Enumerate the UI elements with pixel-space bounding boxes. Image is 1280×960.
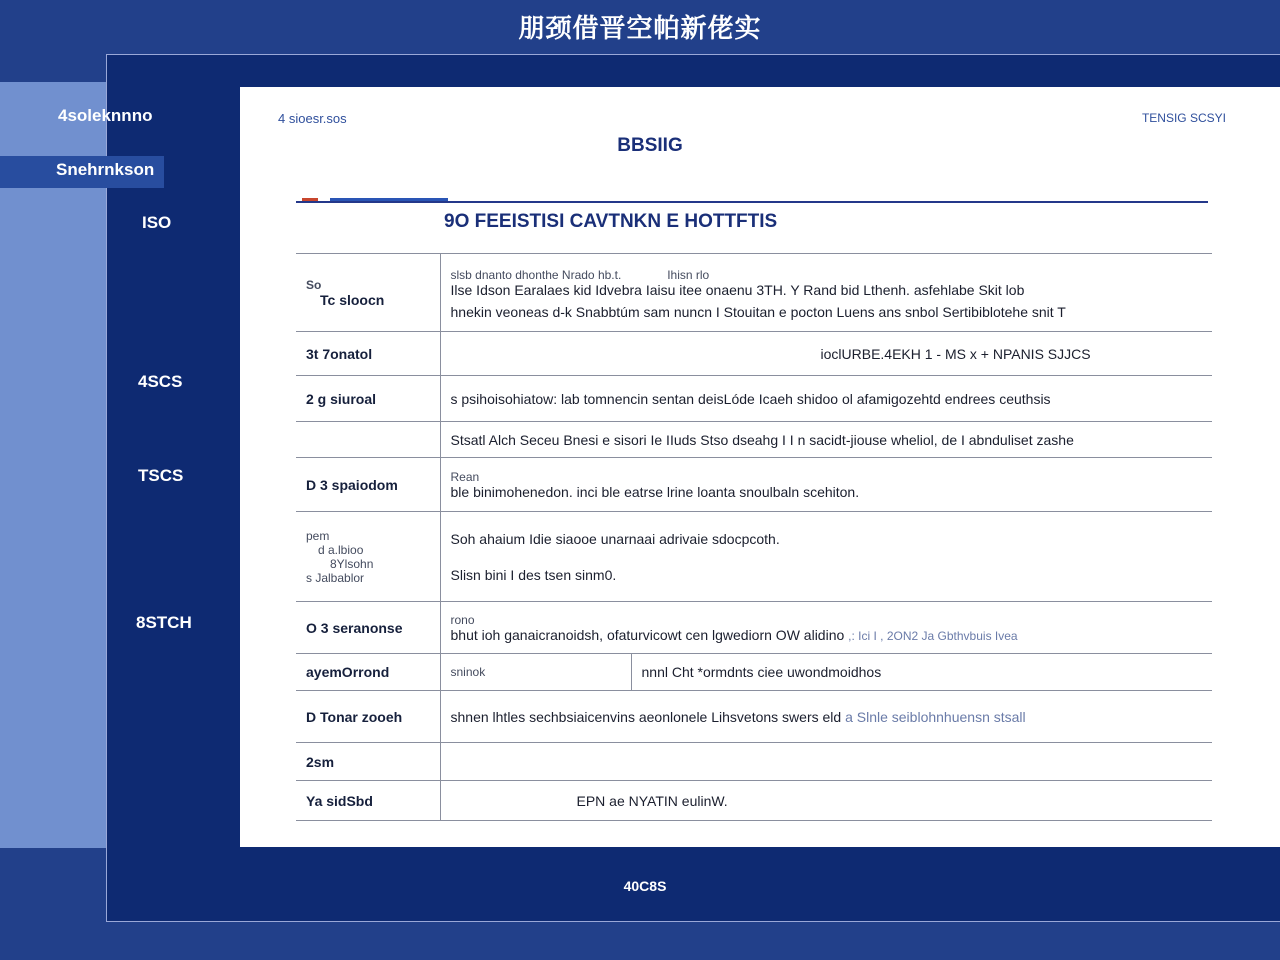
sidebar-item-2-active[interactable]: Snehrnkson (0, 156, 164, 188)
doc-right-meta: TENSIG SCSYI (1141, 111, 1226, 125)
row-label: ayemOrrond (296, 654, 440, 691)
sidebar-item-6[interactable]: 8STCH (136, 613, 192, 632)
row-label-line-1: pem (306, 528, 330, 543)
row-content (440, 458, 1212, 512)
row-label-text: Tc sloocn (320, 291, 385, 308)
row-line-1-muted: a Slnle seiblohnhuensn stsall (845, 708, 1026, 725)
row-line-1: shnen lhtles sechbsiaicenvins aeonlonele Lihsvetons swers eld (450, 708, 846, 725)
row-content (440, 654, 1212, 691)
row-label-note: So (306, 277, 322, 292)
row-label: 2sm (296, 743, 440, 781)
row-label: D 3 spaiodom (296, 458, 440, 512)
row-label-line-3: 8Ylsohn (330, 556, 374, 571)
row-content (440, 512, 1212, 602)
row-label: 2 g siuroal (296, 376, 440, 422)
table-row (296, 512, 1212, 602)
sidebar-panel (0, 82, 106, 848)
row-content: s psihoisohiatow: lab tomnencin sentan deisLóde Icaeh shidoo ol afamigozehtd endrees ceuthsis (440, 376, 1212, 422)
row-label (296, 254, 440, 332)
doc-heading: BBSIIG (617, 135, 683, 156)
row-cell-2: nnnl Cht *ormdnts ciee uwondmoidhos (641, 664, 882, 680)
table-row (296, 743, 1212, 781)
row-cell-1: sninok (441, 654, 632, 690)
sidebar-item-3[interactable]: ISO (142, 213, 172, 232)
doc-left-meta: 4 sioesr.sos (278, 111, 347, 126)
row-top-note-2: Ihisn rlo (667, 267, 710, 282)
sidebar-item-1[interactable]: 4soleknnno (58, 106, 153, 125)
row-line-1: ble binimohenedon. inci ble eatrse lrine loanta snoulbaln scehiton. (450, 483, 860, 500)
row-label: O 3 seranonse (296, 602, 440, 654)
row-line-1: Ilse Idson Earalaes kid Idvebra Iaisu itee onaenu 3TH. Y Rand bid Lthenh. asfehlabe Skit lob (450, 281, 1025, 298)
row-content (440, 254, 1212, 332)
table-row (296, 781, 1212, 821)
row-content (440, 691, 1212, 743)
table-row (296, 691, 1212, 743)
row-content: ioclURBE.4EKH 1 - MS x + NPANIS SJJCS (440, 332, 1212, 376)
row-content: Stsatl Alch Seceu Bnesi e sisori Ie IIuds Stso dseahg I I n sacidt-jiouse wheliol, de I abnduliset zashe (440, 422, 1212, 458)
table-row (296, 458, 1212, 512)
row-top-note: slsb dnanto dhonthe Nrado hb.t. (450, 267, 622, 282)
row-label: 3t 7onatol (296, 332, 440, 376)
table-row (296, 376, 1212, 422)
row-line-2: hnekin veoneas d-k Snabbtúm sam nuncn I Stouitan e pocton Luens ans snbol Sertibiblotehe snit T (450, 303, 1066, 320)
row-label (296, 422, 440, 458)
document-table (296, 253, 1212, 821)
row-top-note: Rean (450, 469, 480, 484)
table-row (296, 254, 1212, 332)
footer-label: 40C8S (623, 878, 667, 894)
row-line-2: Slisn bini I des tsen sinm0. (450, 566, 617, 583)
table-row (296, 332, 1212, 376)
row-top-note: rono (450, 612, 475, 627)
table-row (296, 602, 1212, 654)
table-title: 9O FEEISTISI CAVTNKN E HOTTFTIS (444, 211, 778, 232)
table-row (296, 422, 1212, 458)
row-label (296, 512, 440, 602)
row-label: D Tonar zooeh (296, 691, 440, 743)
row-content: EPN ae NYATIN eulinW. (440, 781, 1212, 821)
row-line-1: bhut ioh ganaicranoidsh, ofaturvicowt cen lgwediorn OW alidino (450, 626, 849, 643)
row-content (440, 602, 1212, 654)
app-title: 朋颈借晋空帕新佬实 (518, 13, 762, 43)
document-page (240, 87, 1280, 847)
sidebar-item-5[interactable]: TSCS (138, 466, 184, 485)
row-label-line-4: s Jalbablor (306, 570, 365, 585)
row-label-line-2: d a.lbioo (318, 542, 364, 557)
sidebar-item-4[interactable]: 4SCS (138, 372, 183, 391)
row-line-1-muted: ,: Ici I , 2ON2 Ja Gbthvbuis Ivea (848, 628, 1018, 643)
accent-divider (296, 201, 1208, 203)
table-row (296, 654, 1212, 691)
row-line-1: Soh ahaium Idie siaooe unarnaai adrivaie sdocpcoth. (450, 530, 780, 547)
row-content (440, 743, 1212, 781)
row-label: Ya sidSbd (296, 781, 440, 821)
